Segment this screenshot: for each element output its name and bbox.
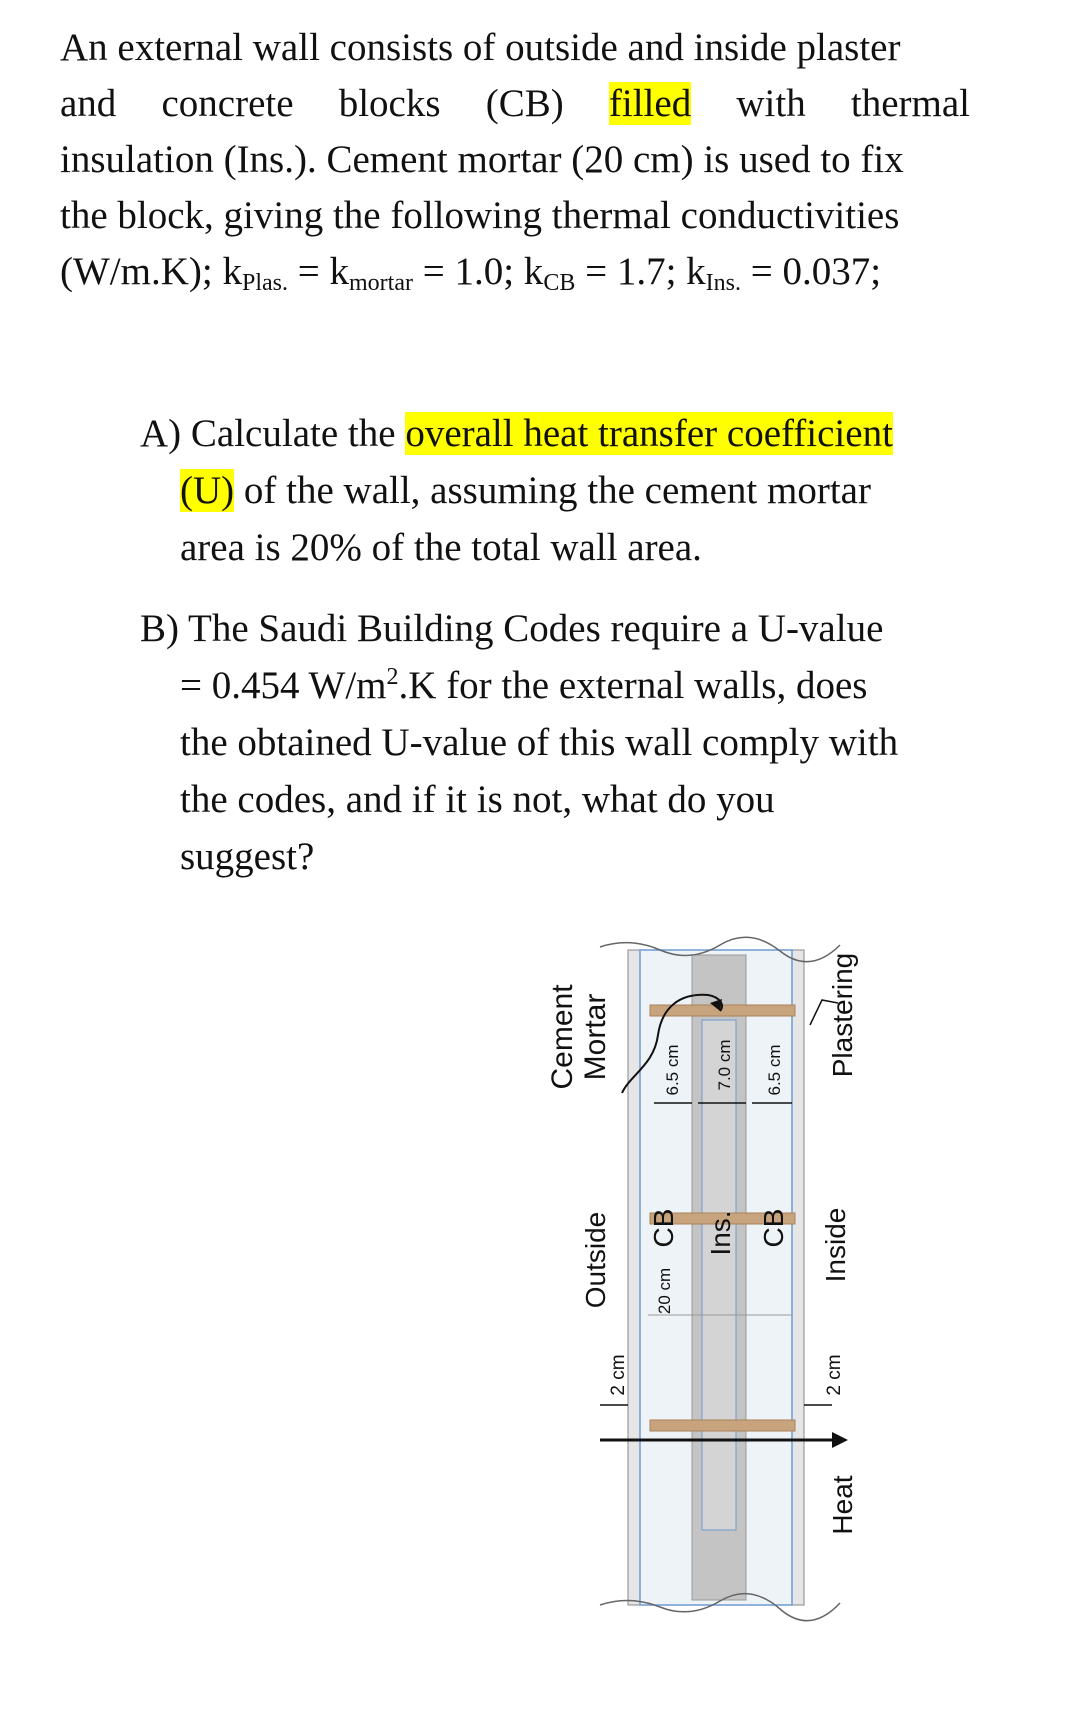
label-inside: Inside [820, 1207, 851, 1283]
inside-plaster [792, 950, 804, 1605]
label-2cm-left: 2 cm [608, 1354, 629, 1396]
insulation-core [702, 1020, 736, 1530]
highlight-overall-u: overall heat transfer coefficient [405, 412, 893, 455]
question-b-line-5: suggest? [180, 835, 315, 878]
label-cb-left: CB [648, 1208, 679, 1248]
question-a-line-2 [140, 462, 970, 519]
question-a-line-1 [140, 405, 970, 462]
highlight-filled: filled [608, 82, 692, 125]
conductivity-text: = 1.7; k [575, 250, 706, 293]
label-7-0cm: 7.0 cm [715, 1039, 734, 1091]
subscript-ins: Ins. [705, 270, 742, 296]
label-20cm: 20 cm [655, 1267, 674, 1315]
question-text: .K for the external walls, does [398, 664, 868, 707]
question-text: of the wall, assuming the cement mortar [234, 469, 871, 512]
label-cement: Cement [546, 984, 579, 1090]
label-2cm-right: 2 cm [824, 1354, 845, 1396]
superscript-2: 2 [386, 664, 399, 690]
question-a-line-3: area is 20% of the total wall area. [180, 526, 702, 569]
label-outside: Outside [580, 1211, 611, 1309]
question-text: A) Calculate the [140, 412, 406, 455]
question-b-line-4: the codes, and if it is not, what do you [180, 778, 775, 821]
conductivity-text: = 0.037; [741, 250, 882, 293]
subscript-cb: CB [543, 270, 576, 296]
question-text: = 0.454 W/m [180, 664, 387, 707]
highlight-u: (U) [180, 469, 235, 512]
label-6-5cm-left: 6.5 cm [663, 1044, 682, 1096]
statement-text: with thermal [736, 82, 970, 125]
statement-line-4: the block, giving the following thermal conductivities [60, 194, 900, 237]
wall-section-diagram [546, 915, 970, 1695]
arrow-head [832, 1432, 848, 1448]
wall-section-figure [546, 915, 970, 1695]
statement-line-1: An external wall consists of outside and inside plaster [60, 26, 901, 69]
statement-line-5 [60, 244, 970, 311]
subscript-plas: Plas. [241, 270, 288, 296]
conductivity-text: = 1.0; k [412, 250, 544, 293]
conductivity-text: (W/m.K); k [60, 250, 242, 293]
outside-plaster [628, 950, 640, 1605]
label-ins: Ins. [705, 1210, 736, 1256]
question-b-line-3: the obtained U-value of this wall comply with [180, 721, 899, 764]
label-plastering: Plastering [827, 952, 858, 1078]
question-b [140, 600, 970, 885]
label-heat: Heat [827, 1475, 858, 1535]
label-mortar: Mortar [579, 993, 612, 1081]
problem-statement [60, 20, 970, 311]
label-cb-right: CB [758, 1208, 789, 1248]
conductivity-text: = k [287, 250, 349, 293]
statement-text: and concrete blocks (CB) [60, 82, 564, 125]
mortar-joint [650, 1420, 795, 1431]
subscript-mortar: mortar [348, 270, 413, 296]
statement-line-3: insulation (Ins.). Cement mortar (20 cm) is used to fix [60, 138, 904, 181]
statement-line-2 [60, 76, 970, 132]
label-6-5cm-right: 6.5 cm [765, 1044, 784, 1096]
question-b-line-1: B) The Saudi Building Codes require a U-value [140, 607, 884, 650]
question-a [140, 405, 970, 576]
question-b-line-2 [140, 657, 970, 714]
